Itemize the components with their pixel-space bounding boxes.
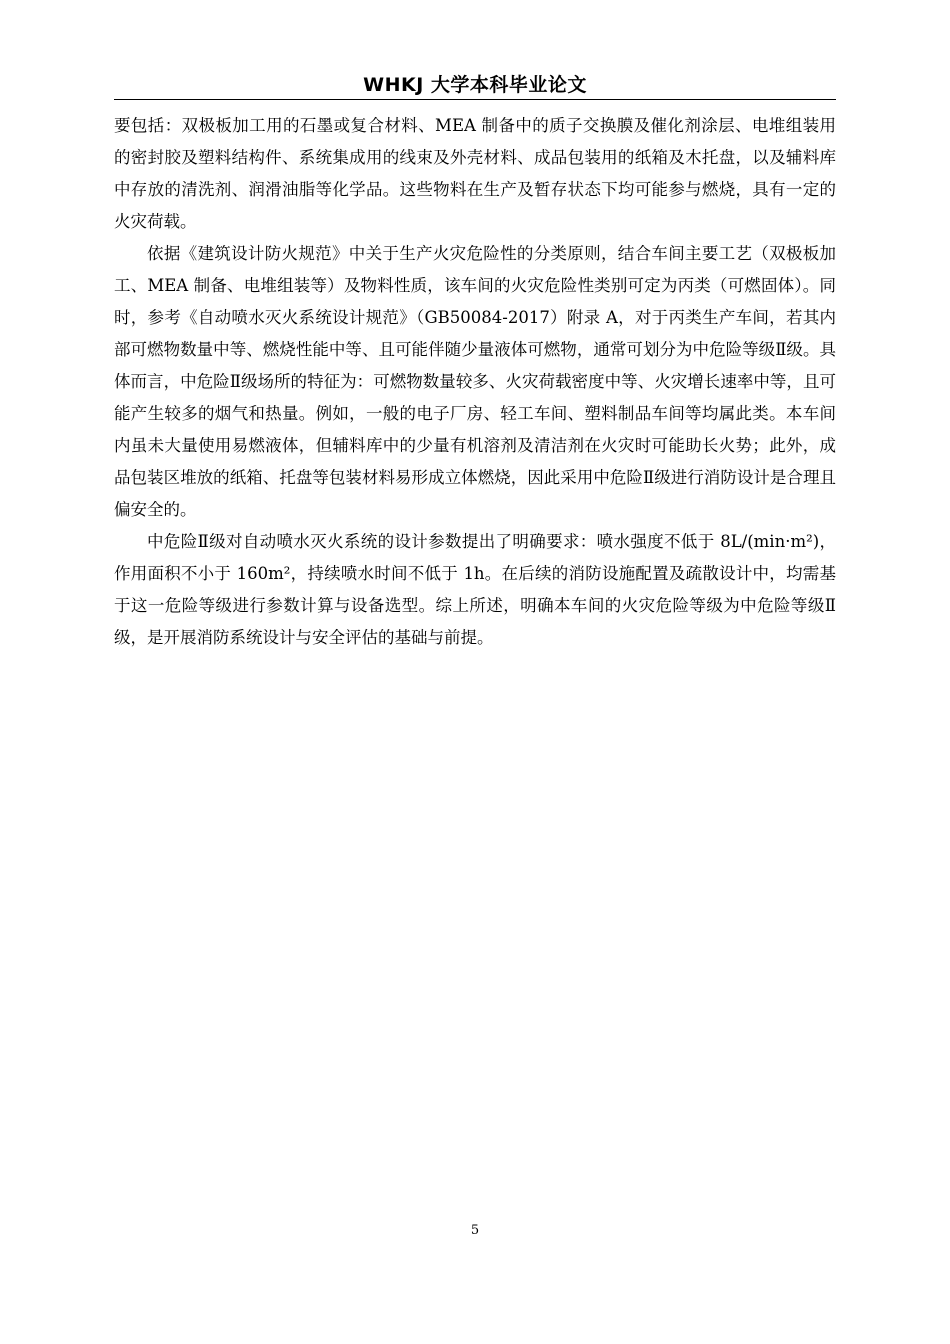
- running-header: WHKJ 大学本科毕业论文: [363, 74, 587, 96]
- paragraph-continued: 要包括：双极板加工用的石墨或复合材料、MEA 制备中的质子交换膜及催化剂涂层、电堆组装用的密封胶及塑料结构件、系统集成用的线束及外壳材料、成品包装用的纸箱及木托盘，以及辅料库中存放的清洗剂、润滑油脂等化学品。这些物料在生产及暂存状态下均可能参与燃烧，具有一定的火灾荷载。: [114, 116, 836, 231]
- paragraph-fire-hazard-classification: 依据《建筑设计防火规范》中关于生产火灾危险性的分类原则，结合车间主要工艺（双极板加工、MEA 制备、电堆组装等）及物料性质，该车间的火灾危险性类别可定为丙类（可燃固体）。同时，参考《自动喷水灭火系统设计规范》（GB50084-2017）附录 A，对于丙类生产车间，若其内部可燃物数量中等、燃烧性能中等、且可能伴随少量液体可燃物，通常可划分为中危险等级Ⅱ级。具体而言，中危险Ⅱ级场所的特征为：可燃物数量较多、火灾荷载密度中等、火灾增长速率中等，且可能产生较多的烟气和热量。例如，一般的电子厂房、轻工车间、塑料制品车间等均属此类。本车间内虽未大量使用易燃液体，但辅料库中的少量有机溶剂及清洁剂在火灾时可能助长火势；此外，成品包装区堆放的纸箱、托盘等包装材料易形成立体燃烧，因此采用中危险Ⅱ级进行消防设计是合理且偏安全的。: [114, 244, 836, 519]
- paragraph-sprinkler-parameters: 中危险Ⅱ级对自动喷水灭火系统的设计参数提出了明确要求：喷水强度不低于 8L/(min·m²)，作用面积不小于 160m²，持续喷水时间不低于 1h。在后续的消防设施配置及疏散设计中，均需基于这一危险等级进行参数计算与设备选型。综上所述，明确本车间的火灾危险等级为中危险等级Ⅱ级，是开展消防系统设计与安全评估的基础与前提。: [114, 532, 836, 647]
- page-number: 5: [470, 1223, 480, 1238]
- body-text: [114, 110, 836, 654]
- header-rule: [114, 99, 836, 100]
